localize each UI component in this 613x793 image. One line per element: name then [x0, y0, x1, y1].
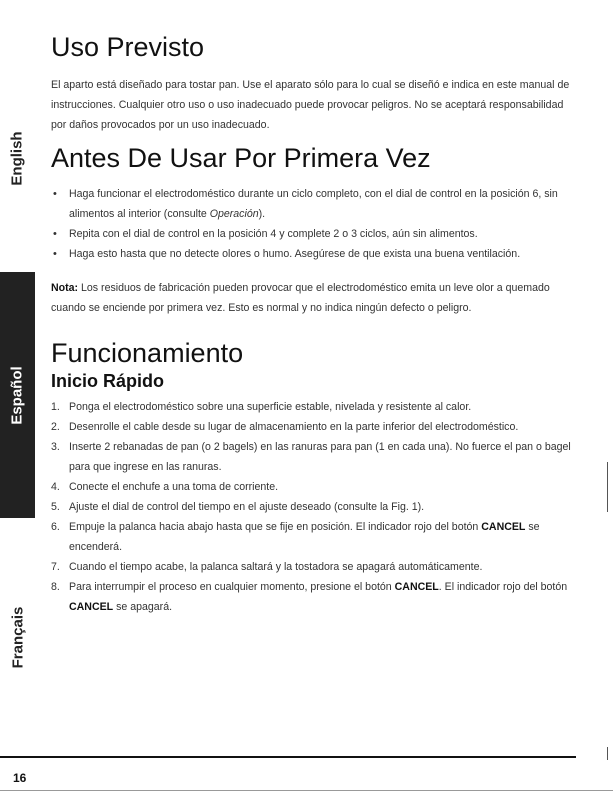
list-item	[51, 477, 576, 497]
language-tab-label: English	[9, 130, 27, 186]
cancel-label: CANCEL	[394, 581, 439, 593]
step-number: 8.	[51, 581, 60, 593]
section-title-intended-use: Uso Previsto	[51, 32, 205, 62]
first-use-list	[51, 184, 576, 264]
list-item	[51, 437, 576, 477]
step-number: 1.	[51, 401, 60, 413]
operation-reference: Operación	[209, 208, 259, 220]
list-item: • Haga esto hasta que no detecte olores o humo. Asegúrese de que exista una buena ventilación.	[51, 244, 576, 264]
step-text: Inserte 2 rebanadas de pan (o 2 bagels) en las ranuras para pan (1 en cada una). No fuerce el pan o bagel para que ingrese en las ranuras.	[69, 441, 571, 473]
list-item	[51, 417, 576, 437]
list-item	[51, 517, 576, 557]
page-edge-rule	[0, 790, 613, 791]
language-tab-espanol	[0, 272, 35, 518]
bullet-text-end: ).	[258, 208, 266, 220]
section-title-first-use: Antes De Usar Por Primera Vez	[51, 143, 431, 173]
step-number: 2.	[51, 421, 60, 433]
cancel-label: CANCEL	[481, 521, 526, 533]
note-text: Los residuos de fabricación pueden provocar que el electrodoméstico emita un leve olor a quemado cuando se enciende por primera vez. Esto es normal y no indica ningún defecto o peligro.	[51, 282, 550, 314]
step-text: Empuje la palanca hacia abajo hasta que se fije en posición. El indicador rojo del botón	[69, 521, 482, 533]
language-tab-english	[0, 128, 35, 188]
step-number: 6.	[51, 521, 60, 533]
margin-rule	[607, 747, 608, 760]
step-text: Ajuste el dial de control del tiempo en el ajuste deseado (consulte la Fig. 1).	[69, 501, 425, 513]
step-text: Conecte el enchufe a una toma de corriente.	[69, 481, 279, 493]
note-paragraph	[51, 278, 576, 318]
page-number: 16	[13, 771, 27, 785]
step-text: Para interrumpir el proceso en cualquier momento, presione el botón	[69, 581, 395, 593]
step-number: 7.	[51, 561, 60, 573]
page-content	[51, 30, 576, 617]
intended-use-paragraph: El aparto está diseñado para tostar pan. Use el aparato sólo para lo cual se diseñó e indica en este manual de instrucciones. Cualquier otro uso o uso inadecuado puede provocar peligros. No se aceptará responsabilidad por daños provocados por un uso inadecuado.	[51, 79, 570, 131]
step-text: Cuando el tiempo acabe, la palanca saltará y la tostadora se apagará automáticamente.	[69, 561, 483, 573]
quick-start-steps	[51, 397, 576, 617]
step-text: . El indicador rojo del botón	[438, 581, 568, 593]
step-text: Desenrolle el cable desde su lugar de almacenamiento en la parte inferior del electrodoméstico.	[69, 421, 519, 433]
list-item: • Repita con el dial de control en la posición 4 y complete 2 o 3 ciclos, aún sin alimentos.	[51, 224, 576, 244]
margin-rule	[607, 462, 608, 512]
section-subtitle-quick-start: Inicio Rápido	[51, 371, 165, 391]
cancel-label: CANCEL	[69, 601, 114, 613]
language-tab-label: Español	[9, 365, 27, 425]
list-item	[51, 497, 576, 517]
section-title-operation: Funcionamiento	[51, 338, 244, 368]
bullet-text: Haga funcionar el electrodoméstico durante un ciclo completo, con el dial de control en la posición 6, sin alimentos al interior (consulte	[69, 188, 558, 220]
list-item	[51, 577, 576, 617]
step-text: se apagará.	[113, 601, 173, 613]
language-tab-label: Français	[9, 606, 27, 668]
step-text: Ponga el electrodoméstico sobre una superficie estable, nivelada y resistente al calor.	[69, 401, 472, 413]
step-number: 3.	[51, 441, 60, 453]
step-text: se encenderá.	[69, 521, 540, 553]
list-item	[51, 557, 576, 577]
note-label: Nota:	[51, 282, 79, 294]
step-number: 5.	[51, 501, 60, 513]
language-tab-francais	[0, 600, 35, 674]
footer-divider	[0, 756, 576, 758]
list-item	[51, 397, 576, 417]
step-number: 4.	[51, 481, 60, 493]
list-item	[51, 184, 576, 224]
